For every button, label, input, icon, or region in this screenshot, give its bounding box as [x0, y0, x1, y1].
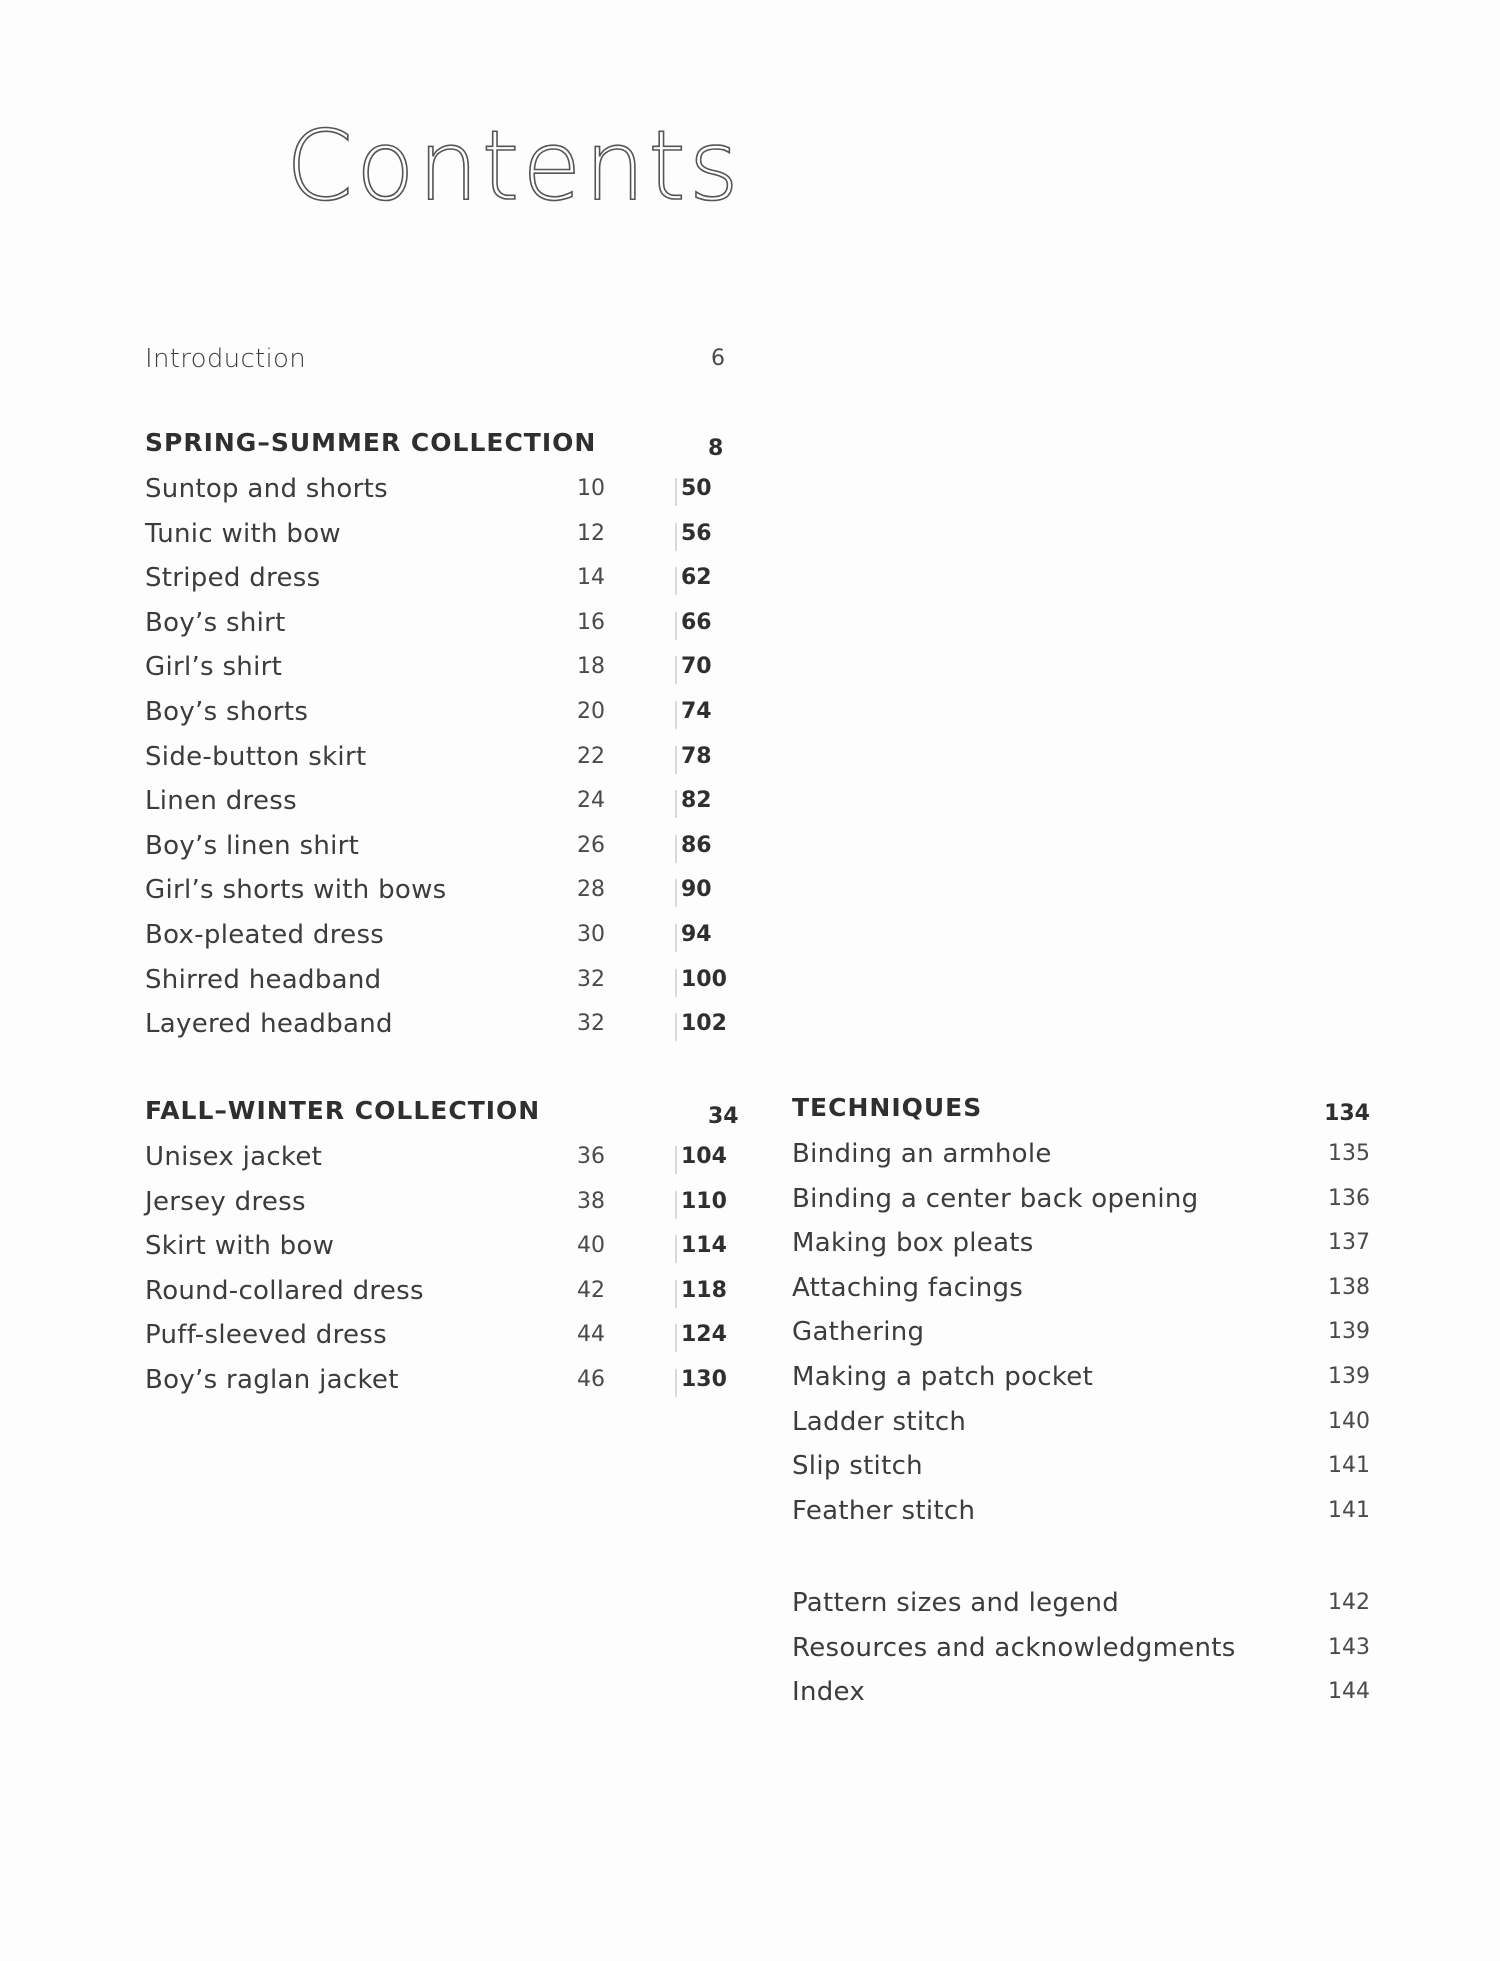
- section-techniques: [792, 1093, 1370, 1540]
- toc-entry[interactable]: [792, 1317, 1370, 1362]
- divider: [675, 656, 677, 684]
- divider: [675, 478, 677, 506]
- entry-label: Round-collared dress: [145, 1275, 424, 1306]
- divider: [675, 612, 677, 640]
- entry-page: 16: [577, 609, 605, 635]
- entry-label: Slip stitch: [792, 1451, 923, 1482]
- entry-page: 36: [577, 1144, 605, 1169]
- entry-label: Pattern sizes and legend: [792, 1588, 1120, 1618]
- section-title: SPRING–SUMMER COLLECTION: [145, 428, 597, 457]
- pattern-page: 124: [681, 1322, 727, 1348]
- section-heading[interactable]: [145, 428, 725, 468]
- entry-label: Binding an armhole: [792, 1139, 1052, 1169]
- toc-entry[interactable]: [145, 875, 725, 920]
- entry-label: Ladder stitch: [792, 1406, 967, 1437]
- entry-label: Side-button skirt: [145, 741, 367, 772]
- section-page: 34: [708, 1104, 739, 1129]
- pattern-page: 82: [681, 788, 712, 814]
- pattern-page: 94: [681, 921, 712, 947]
- toc-entry[interactable]: [145, 1142, 725, 1187]
- pattern-page: 56: [681, 520, 712, 546]
- pattern-page: 118: [681, 1277, 727, 1303]
- toc-entry[interactable]: [792, 1633, 1370, 1678]
- entry-label: Puff-sleeved dress: [145, 1320, 387, 1351]
- entry-label: Binding a center back opening: [792, 1183, 1199, 1214]
- entry-page: 142: [1328, 1590, 1370, 1615]
- toc-entry[interactable]: [792, 1588, 1370, 1633]
- entry-page: 32: [577, 1011, 605, 1037]
- section-spring-summer: [145, 428, 725, 1054]
- toc-entry[interactable]: [145, 519, 725, 564]
- toc-entry[interactable]: [145, 1365, 725, 1410]
- entry-page: 28: [577, 877, 605, 903]
- toc-entry[interactable]: [792, 1677, 1370, 1722]
- entry-label: Girl’s shirt: [145, 652, 283, 683]
- entry-label: Box-pleated dress: [145, 919, 385, 950]
- entry-label: Layered headband: [145, 1009, 393, 1040]
- entry-page: 10: [577, 476, 605, 501]
- toc-entry[interactable]: [145, 1187, 725, 1232]
- toc-entry[interactable]: [145, 742, 725, 787]
- entry-label: Linen dress: [145, 786, 297, 817]
- toc-entry[interactable]: [792, 1362, 1370, 1407]
- entry-page: 32: [577, 966, 605, 992]
- toc-entry[interactable]: [145, 697, 725, 742]
- toc-entry[interactable]: [145, 920, 725, 965]
- toc-entry[interactable]: [145, 1320, 725, 1365]
- entry-page: 141: [1328, 1453, 1370, 1479]
- toc-entry-introduction[interactable]: [145, 344, 725, 378]
- divider: [675, 1235, 677, 1263]
- entry-page: 139: [1328, 1319, 1370, 1345]
- section-heading[interactable]: [145, 1096, 739, 1136]
- divider: [675, 1280, 677, 1308]
- section-page: 134: [1324, 1101, 1370, 1126]
- entry-page: 14: [577, 565, 605, 591]
- toc-entry[interactable]: [145, 831, 725, 876]
- pattern-page: 86: [681, 832, 712, 858]
- divider: [675, 969, 677, 997]
- divider: [675, 1369, 677, 1397]
- entry-page: 30: [577, 921, 605, 947]
- entry-label: Boy’s raglan jacket: [145, 1364, 399, 1395]
- section-heading[interactable]: [792, 1093, 1370, 1133]
- section-title: TECHNIQUES: [792, 1093, 983, 1122]
- entry-label: Unisex jacket: [145, 1142, 323, 1172]
- toc-entry[interactable]: [145, 1009, 725, 1054]
- divider: [675, 1324, 677, 1352]
- pattern-page: 50: [681, 476, 712, 501]
- entry-page: 26: [577, 832, 605, 858]
- toc-entry[interactable]: [145, 1231, 725, 1276]
- section-page: 8: [708, 436, 724, 461]
- toc-entry[interactable]: [145, 652, 725, 697]
- entry-page: 141: [1328, 1497, 1370, 1523]
- entry-page: 40: [577, 1233, 605, 1259]
- entry-label: Boy’s shorts: [145, 696, 309, 727]
- entry-page: 44: [577, 1322, 605, 1348]
- toc-entry[interactable]: [792, 1139, 1370, 1184]
- section-appendix: [792, 1588, 1370, 1722]
- toc-entry[interactable]: [792, 1496, 1370, 1541]
- entry-page: 18: [577, 654, 605, 680]
- section-title: FALL–WINTER COLLECTION: [145, 1096, 541, 1125]
- entry-label: Skirt with bow: [145, 1231, 335, 1262]
- entry-label: Resources and acknowledgments: [792, 1632, 1236, 1663]
- divider: [675, 790, 677, 818]
- entry-page: 136: [1328, 1185, 1370, 1211]
- divider: [675, 1191, 677, 1219]
- toc-entry[interactable]: [145, 1276, 725, 1321]
- entry-label: Striped dress: [145, 563, 321, 594]
- entry-page: 143: [1328, 1634, 1370, 1660]
- entry-page: 38: [577, 1188, 605, 1214]
- entry-label: Suntop and shorts: [145, 474, 388, 504]
- divider: [675, 879, 677, 907]
- entry-label: Jersey dress: [145, 1186, 306, 1217]
- toc-entry[interactable]: [145, 608, 725, 653]
- toc-entry[interactable]: [792, 1273, 1370, 1318]
- entry-label: Making a patch pocket: [792, 1361, 1094, 1392]
- entry-page: 140: [1328, 1408, 1370, 1434]
- entry-label: Making box pleats: [792, 1228, 1034, 1259]
- entry-page: 22: [577, 743, 605, 769]
- divider: [675, 746, 677, 774]
- pattern-page: 78: [681, 743, 712, 769]
- divider: [675, 835, 677, 863]
- entry-page: 135: [1328, 1141, 1370, 1166]
- pattern-page: 114: [681, 1233, 727, 1259]
- divider: [675, 1013, 677, 1041]
- entry-label: Introduction: [145, 344, 307, 374]
- divider: [675, 924, 677, 952]
- entry-page: 24: [577, 788, 605, 814]
- entry-label: Attaching facings: [792, 1272, 1024, 1303]
- entry-label: Feather stitch: [792, 1495, 976, 1526]
- toc-entry[interactable]: [145, 563, 725, 608]
- toc-entry[interactable]: [792, 1228, 1370, 1273]
- entry-page: 138: [1328, 1274, 1370, 1300]
- entry-page: 46: [577, 1366, 605, 1392]
- entry-label: Gathering: [792, 1317, 925, 1348]
- pattern-page: 66: [681, 609, 712, 635]
- pattern-page: 62: [681, 565, 712, 591]
- pattern-page: 74: [681, 698, 712, 724]
- entry-label: Boy’s linen shirt: [145, 830, 360, 861]
- entry-page: 20: [577, 698, 605, 724]
- entry-page: 139: [1328, 1363, 1370, 1389]
- divider: [675, 523, 677, 551]
- toc-entry[interactable]: [792, 1184, 1370, 1229]
- pattern-page: 102: [681, 1011, 727, 1037]
- entry-page: 42: [577, 1277, 605, 1303]
- toc-entry[interactable]: [145, 965, 725, 1010]
- entry-label: Girl’s shorts with bows: [145, 875, 447, 906]
- toc-entry[interactable]: [145, 474, 725, 519]
- pattern-page: 70: [681, 654, 712, 680]
- entry-label: Boy’s shirt: [145, 607, 286, 638]
- entry-label: Shirred headband: [145, 964, 382, 995]
- entry-page: 12: [577, 520, 605, 546]
- section-fall-winter: [145, 1096, 739, 1410]
- entry-label: Tunic with bow: [145, 518, 341, 549]
- page-title: Contents: [286, 110, 742, 222]
- entry-label: Index: [792, 1677, 866, 1708]
- divider: [675, 567, 677, 595]
- pattern-page: 100: [681, 966, 727, 992]
- divider: [675, 1146, 677, 1174]
- toc-entry[interactable]: [792, 1407, 1370, 1452]
- divider: [675, 701, 677, 729]
- toc-entry[interactable]: [792, 1451, 1370, 1496]
- pattern-page: 90: [681, 877, 712, 903]
- entry-page: 137: [1328, 1230, 1370, 1256]
- entry-page: 144: [1328, 1679, 1370, 1705]
- pattern-page: 104: [681, 1144, 727, 1169]
- pattern-page: 130: [681, 1366, 727, 1392]
- entry-page: 6: [711, 346, 725, 371]
- pattern-page: 110: [681, 1188, 727, 1214]
- toc-entry[interactable]: [145, 786, 725, 831]
